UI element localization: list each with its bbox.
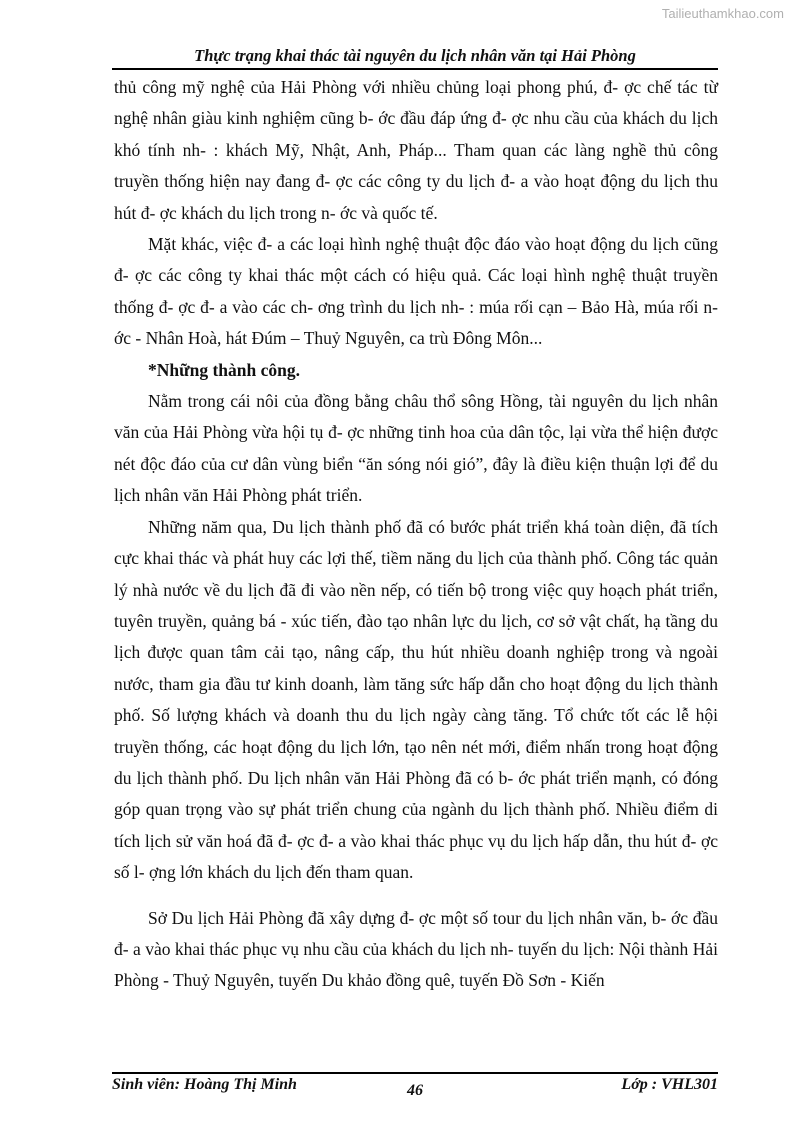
paragraph-1: thủ công mỹ nghệ của Hải Phòng với nhiều chủng loại phong phú, đ- ợc chế tác từ nghệ nhân giàu kinh nghiệm cũng b- ớc đầu đáp ứng đ- ợc nhu cầu của khách du lịch khó tính nh- : khách Mỹ, Nhật, Anh, Pháp... Tham quan các làng nghề thủ công truyền thống hiện nay đang đ- ợc các công ty du lịch đ- a vào hoạt động du lịch thu hút đ- ợc khách du lịch trong n- ớc và quốc tế. bbox=[114, 77, 718, 223]
watermark: Tailieuthamkhao.com bbox=[661, 6, 784, 21]
paragraph-4: Những năm qua, Du lịch thành phố đã có bước phát triển khá toàn diện, đã tích cực khai thác và phát huy các lợi thế, tiềm năng du lịch của thành phố. Công tác quản lý nhà nước về du lịch đã đi vào nền nếp, có tiến bộ trong việc quy hoạch phát triển, tuyên truyền, quảng bá - xúc tiến, đào tạo nhân lực du lịch, cơ sở vật chất, hạ tầng du lịch được quan tâm cải tạo, nâng cấp, thu hút nhiều doanh nghiệp trong và ngoài nước, tham gia đầu tư kinh doanh, làm tăng sức hấp dẫn cho hoạt động du lịch thành phố. Số lượng khách và doanh thu du lịch ngày càng tăng. Tổ chức tốt các lễ hội truyền thống, các hoạt động du lịch lớn, tạo nên nét mới, điểm nhấn trong hoạt động du lịch thành phố. Du lịch nhân văn Hải Phòng đã có b- ớc phát triển mạnh, có đóng góp quan trọng vào sự phát triển chung của ngành du lịch thành phố. Nhiều điểm di tích lịch sử văn hoá đã đ- ợc đ- a vào khai thác phục vụ du lịch hấp dẫn, thu hút đ- ợc số l- ợng lớn khách du lịch đến tham quan. bbox=[114, 516, 718, 883]
paragraph-5: Sở Du lịch Hải Phòng đã xây dựng đ- ợc một số tour du lịch nhân văn, b- ớc đầu đ- a vào khai thác phục vụ nhu cầu của khách du lịch nh- tuyến du lịch: Nội thành Hải Phòng - Thuỷ Nguyên, tuyến Du khảo đồng quê, tuyến Đồ Sơn - Kiến bbox=[114, 907, 718, 991]
paragraph-2: Mặt khác, việc đ- a các loại hình nghệ thuật độc đáo vào hoạt động du lịch cũng đ- ợc các công ty khai thác một cách có hiệu quả. Các loại hình nghệ thuật truyền thống đ- ợc đ- a vào các ch- ơng trình du lịch nh- : múa rối cạn – Bảo Hà, múa rối n- ớc - Nhân Hoà, hát Đúm – Thuỷ Nguyên, ca trù Đông Môn... bbox=[114, 234, 718, 349]
section-heading: *Những thành công. bbox=[148, 359, 301, 380]
footer-rule bbox=[112, 1072, 718, 1074]
header-rule bbox=[112, 68, 718, 70]
footer-class: Lớp : VHL301 bbox=[621, 1076, 718, 1093]
document-body bbox=[114, 72, 718, 997]
running-header: Thực trạng khai thác tài nguyên du lịch nhân văn tại Hải Phòng bbox=[194, 46, 636, 65]
footer-student: Sinh viên: Hoàng Thị Minh bbox=[112, 1076, 297, 1093]
paragraph-3: Nằm trong cái nôi của đồng bằng châu thổ sông Hồng, tài nguyên du lịch nhân văn của Hải Phòng vừa hội tụ đ- ợc những tinh hoa của dân tộc, lại vừa thể hiện được nét độc đáo của cư dân vùng biển “ăn sóng nói gió”, đây là điều kiện thuận lợi để du lịch nhân văn Hải Phòng phát triển. bbox=[114, 391, 718, 506]
page-number: 46 bbox=[407, 1082, 423, 1099]
